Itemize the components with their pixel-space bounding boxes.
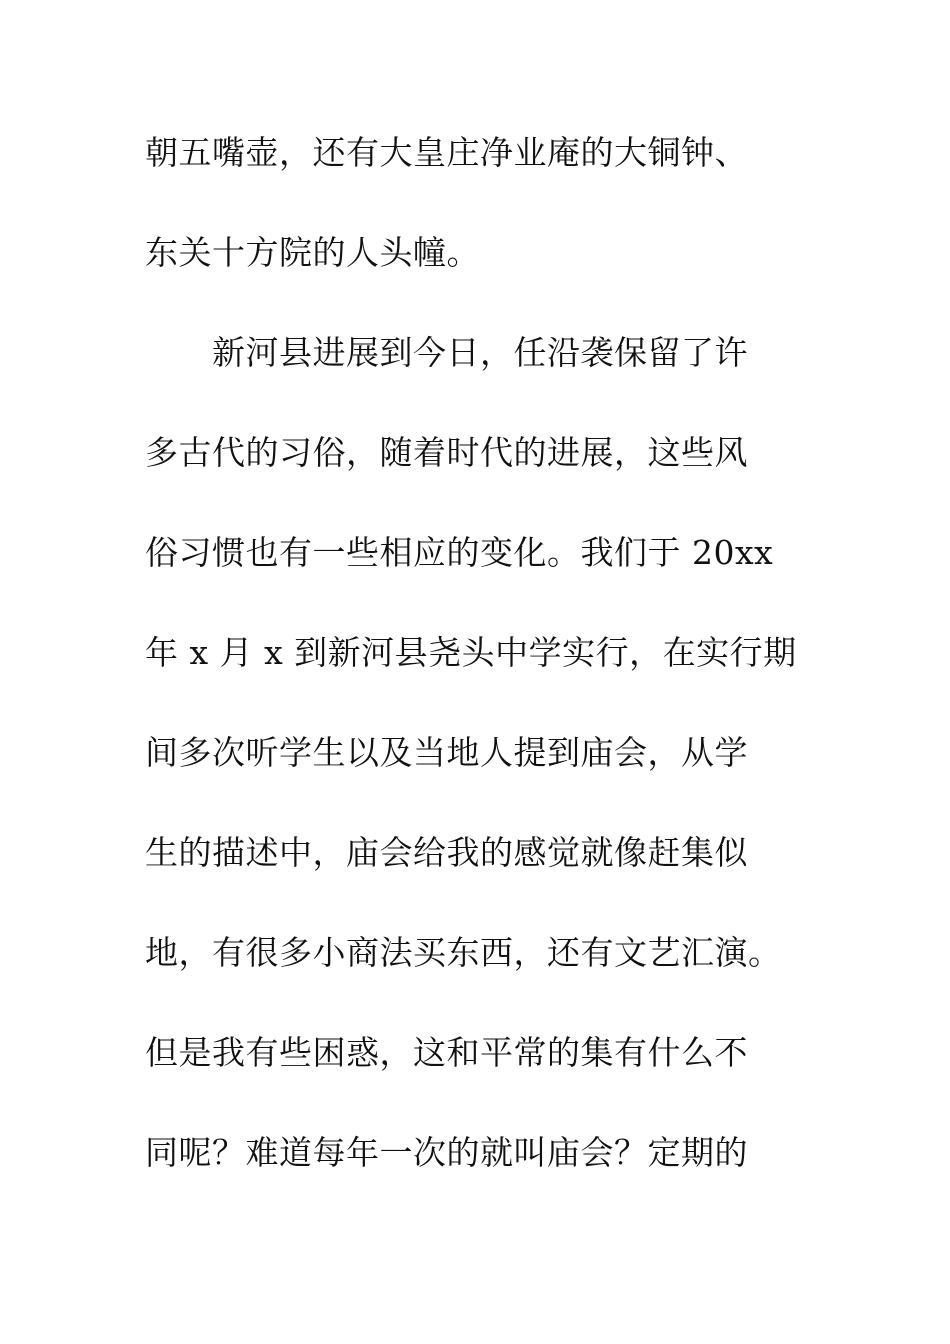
text-line: 同呢？难道每年一次的就叫庙会？定期的: [145, 1133, 748, 1172]
text-line: 生的描述中，庙会给我的感觉就像赶集似: [145, 833, 748, 872]
document-body: [145, 127, 825, 1227]
text-line: 东关十方院的人头幢。: [145, 233, 480, 272]
paragraph-first-line: 新河县进展到今日，任沿袭保留了许: [145, 333, 748, 372]
text-line: 但是我有些困惑，这和平常的集有什么不: [145, 1033, 748, 1072]
text-line: 间多次听学生以及当地人提到庙会，从学: [145, 733, 748, 772]
text-line: 地，有很多小商法买东西，还有文艺汇演。: [145, 933, 782, 972]
text-line: 年 x 月 x 到新河县尧头中学实行，在实行期: [145, 633, 797, 672]
text-line: 俗习惯也有一些相应的变化。我们于 20xx: [145, 533, 774, 572]
text-line: 多古代的习俗，随着时代的进展，这些风: [145, 433, 748, 472]
text-line: 朝五嘴壶，还有大皇庄净业庵的大铜钟、: [145, 133, 748, 172]
